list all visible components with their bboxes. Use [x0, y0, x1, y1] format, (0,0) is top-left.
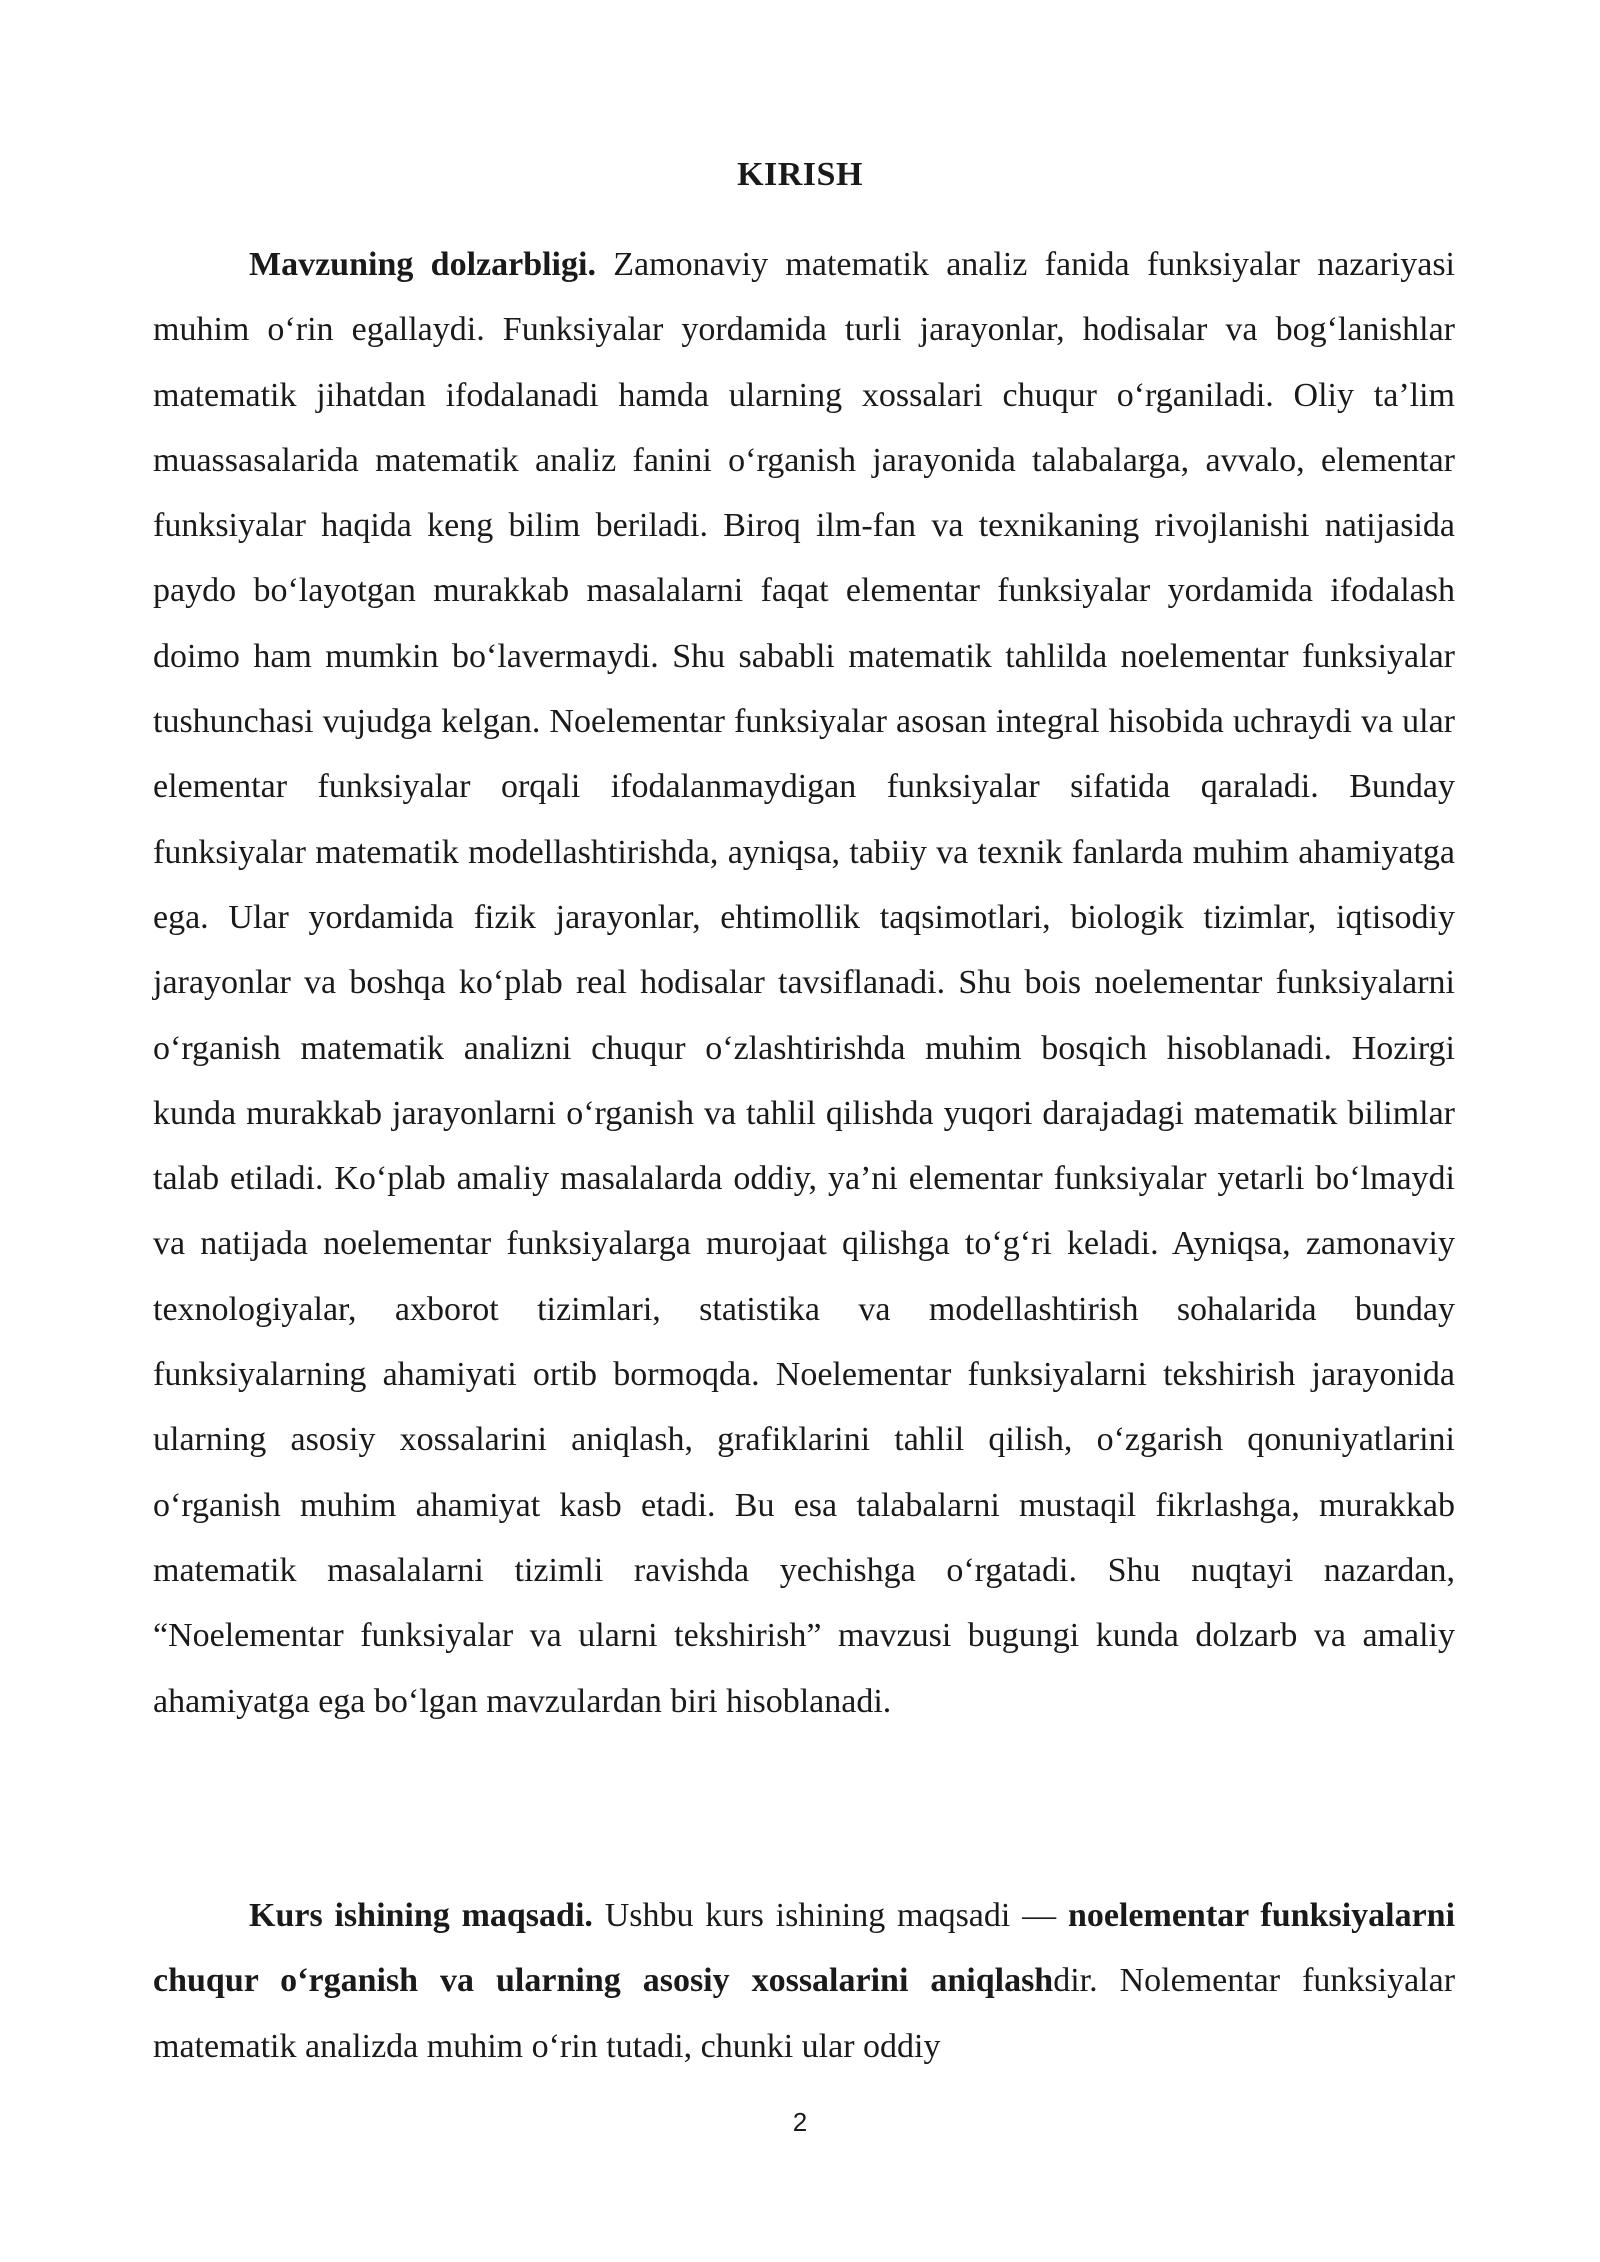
- page-title: KIRISH: [737, 156, 863, 193]
- goal-continuation: Nolementar funksiyalar matematik analizda muhim o‘rin tutadi, chunki ular oddiy: [153, 1962, 1456, 2065]
- goal-heading: Kurs ishining maqsadi.: [249, 1897, 593, 1934]
- paragraph-relevance: [153, 232, 1455, 1734]
- relevance-heading: Mavzuning dolzarbligi.: [249, 246, 596, 283]
- relevance-body: Zamonaviy matematik analiz fanida funksiyalar nazariyasi muhim o‘rin egallaydi. Funksiyalar yordamida turli jarayonlar, hodisalar va bog‘lanishlar matematik jihatdan ifodalanadi hamda ularning xossalari chuqur o‘rganiladi. Oliy ta’lim muassasalarida matematik analiz fanini o‘rganish jarayonida talabalarga, avvalo, elementar funksiyalar haqida keng bilim beriladi. Biroq ilm-fan va texnikaning rivojlanishi natijasida paydo bo‘layotgan murakkab masalalarni faqat elementar funksiyalar yordamida ifodalash doimo ham mumkin bo‘lavermaydi. Shu sababli matematik tahlilda noelementar funksiyalar tushunchasi vujudga kelgan. Noelementar funksiyalar asosan integral hisobida uchraydi va ular elementar funksiyalar orqali ifodalanmaydigan funksiyalar sifatida qaraladi. Bunday funksiyalar matematik modellashtirishda, ayniqsa, tabiiy va texnik fanlarda muhim ahamiyatga ega. Ular yordamida fizik jarayonlar, ehtimollik taqsimotlari, biologik tizimlar, iqtisodiy jarayonlar va boshqa ko‘plab real hodisalar tavsiflanadi. Shu bois noelementar funksiyalarni o‘rganish matematik analizni chuqur o‘zlashtirishda muhim bosqich hisoblanadi. Hozirgi kunda murakkab jarayonlarni o‘rganish va tahlil qilishda yuqori darajadagi matematik bilimlar talab etiladi. Ko‘plab amaliy masalalarda oddiy, ya’ni elementar funksiyalar yetarli bo‘lmaydi va natijada noelementar funksiyalarga murojaat qilishga to‘g‘ri keladi. Ayniqsa, zamonaviy texnologiyalar, axborot tizimlari, statistika va modellashtirish sohalarida bunday funksiyalarning ahamiyati ortib bormoqda. Noelementar funksiyalarni tekshirish jarayonida ularning asosiy xossalarini aniqlash, grafiklarini tahlil qilish, o‘zgarish qonuniyatlarini o‘rganish muhim ahamiyat kasb etadi. Bu esa talabalarni mustaqil fikrlashga, murakkab matematik masalalarni tizimli ravishda yechishga o‘rgatadi. Shu nuqtayi nazardan, “Noelementar funksiyalar va ularni tekshirish” mavzusi bugungi kunda dolzarb va amaliy ahamiyatga ega bo‘lgan mavzulardan biri hisoblanadi.: [153, 246, 1456, 1720]
- goal-intro: Ushbu kurs ishining maqsadi —: [604, 1897, 1057, 1934]
- goal-suffix: dir.: [1053, 1962, 1098, 2000]
- paragraph-goal: [153, 1883, 1455, 2079]
- goal-emphasis: noelementar funksiyalarni chuqur o‘rganish va ularning asosiy xossalarini aniqlash: [153, 1897, 1456, 2000]
- page-number: 2: [792, 2107, 808, 2137]
